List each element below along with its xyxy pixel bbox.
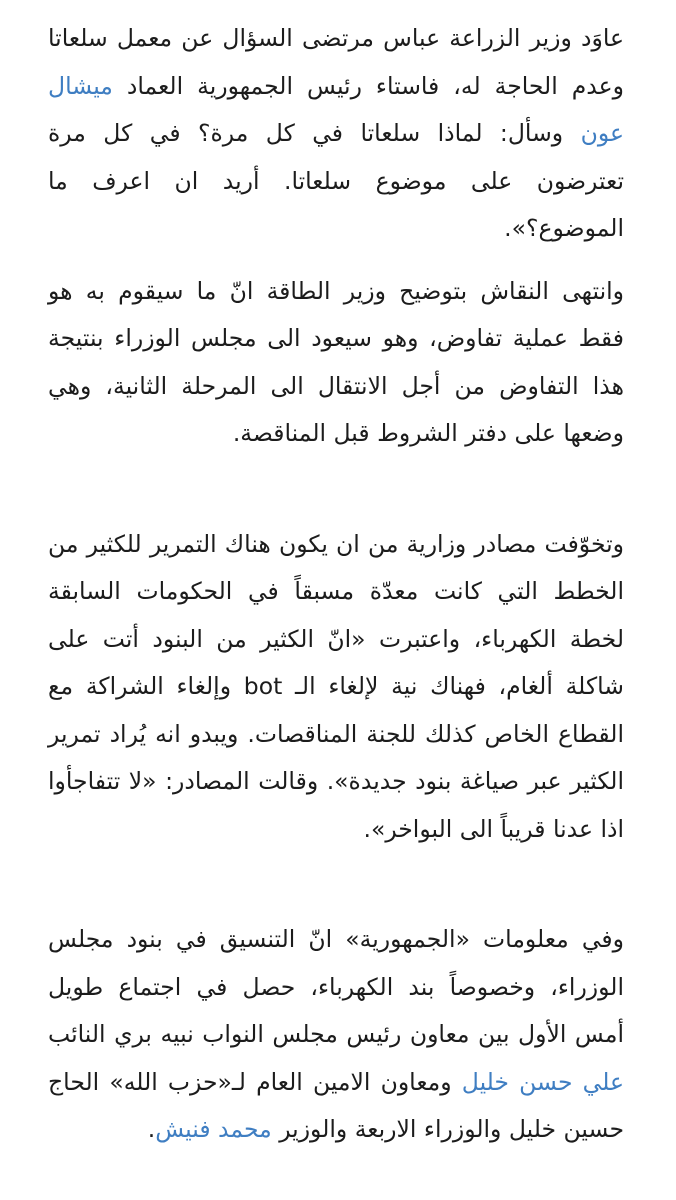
paragraph-4-text-b: ومعاون الامين العام لـ«حزب الله» الحاج حسين خليل والوزراء الاربعة والوزير bbox=[48, 1067, 624, 1143]
article-paragraph-4 bbox=[48, 916, 624, 1154]
link-michel-aoun[interactable]: ميشال عون bbox=[48, 71, 624, 147]
link-mohammad-fneish[interactable]: محمد فنيش bbox=[155, 1115, 272, 1143]
article-body bbox=[48, 15, 624, 1154]
article-paragraph-1 bbox=[48, 15, 624, 253]
paragraph-1-text-b: وسأل: لماذا سلعاتا في كل مرة؟ في كل مرة تعترضون على موضوع سلعاتا. أريد ان اعرف ما الموضوع؟». bbox=[48, 119, 624, 242]
paragraph-4-text-a: وفي معلومات «الجمهورية» انّ التنسيق في بنود مجلس الوزراء، وخصوصاً بند الكهرباء، حصل في اجتماع طويل أمس الأول بين معاون رئيس مجلس النواب نبيه بري النائب bbox=[48, 925, 624, 1048]
paragraph-4-text-c: . bbox=[147, 1115, 156, 1143]
article-paragraph-3: وتخوّفت مصادر وزارية من ان يكون هناك التمرير للكثير من الخطط التي كانت معدّة مسبقاً في الحكومات السابقة لخطة الكهرباء، واعتبرت «انّ الكثير من البنود أتت على شاكلة ألغام، فهناك نية لإلغاء الـ bot وإلغاء الشراكة مع القطاع الخاص كذلك للجنة المناقصات. ويبدو انه يُراد تمرير الكثير عبر صياغة بنود جديدة». وقالت المصادر: «لا تتفاجأوا اذا عدنا قريباً الى البواخر». bbox=[48, 529, 624, 843]
article-paragraph-2: وانتهى النقاش بتوضيح وزير الطاقة انّ ما سيقوم به هو فقط عملية تفاوض، وهو سيعود الى مجلس الوزراء بنتيجة هذا التفاوض من أجل الانتقال الى المرحلة الثانية، وهي وضعها على دفتر الشروط قبل المناقصة. bbox=[48, 276, 624, 447]
paragraph-1-text-a: عاوَد وزير الزراعة عباس مرتضى السؤال عن معمل سلعاتا وعدم الحاجة له، فاستاء رئيس الجمهورية العماد bbox=[48, 24, 624, 100]
link-ali-hassan-khalil[interactable]: علي حسن خليل bbox=[461, 1067, 624, 1096]
